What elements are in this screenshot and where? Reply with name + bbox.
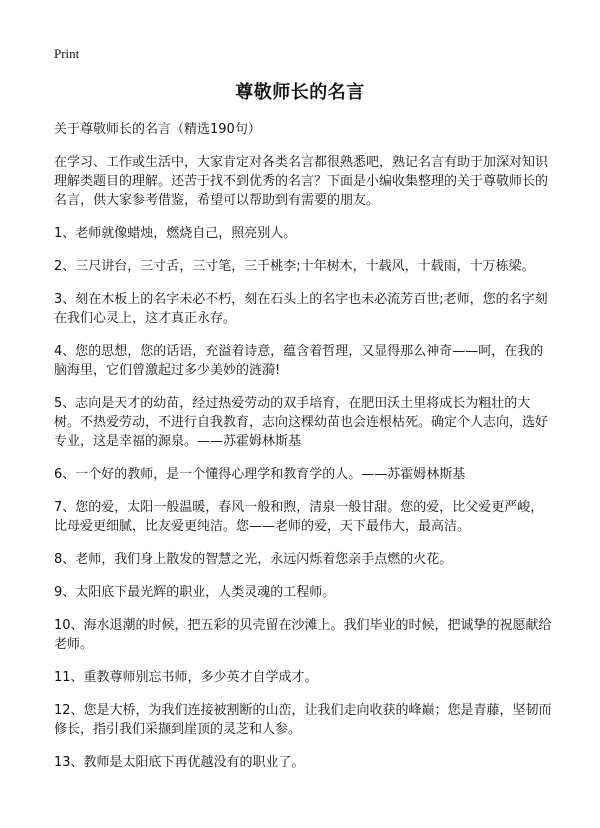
page-title: 尊敬师长的名言 [235, 82, 365, 103]
quote-item: 13、教师是太阳底下再优越没有的职业了。 [54, 755, 305, 770]
quote-item: 10、海水退潮的时候，把五彩的贝壳留在沙滩上。我们毕业的时候，把诚挚的祝愿献给老师。 [54, 618, 552, 652]
quote-item: 8、老师，我们身上散发的智慧之光，永远闪烁着您亲手点燃的火花。 [54, 552, 453, 567]
quote-item: 5、志向是天才的幼苗，经过热爱劳动的双手培育，在肥田沃土里将成长为粗壮的大树。不热爱劳动，不进行自我教育，志向这棵幼苗也会连根枯死。确定个人志向，选好专业，这是幸福的源泉。——苏霍姆林斯基 [54, 396, 549, 449]
quote-item: 4、您的思想，您的话语，充溢着诗意，蕴含着哲理，又显得那么神奇——呵，在我的脑海里，它们曾激起过多少美妙的涟漪! [54, 344, 544, 378]
quote-item: 12、您是大桥，为我们连接被割断的山峦，让我们走向收获的峰巅；您是青藤，坚韧而修长，指引我们采撷到崖顶的灵芝和人参。 [54, 703, 552, 737]
quote-item: 1、老师就像蜡烛，燃烧自己，照亮别人。 [54, 226, 297, 241]
quote-item: 7、您的爱，太阳一般温暖，春风一般和煦，清泉一般甘甜。您的爱，比父爱更严峻，比母爱更细腻，比友爱更纯洁。您——老师的爱，天下最伟大，最高洁。 [54, 500, 544, 534]
intro-paragraph: 在学习、工作或生活中，大家肯定对各类名言都很熟悉吧，熟记名言有助于加深对知识理解类题目的理解。还苦于找不到优秀的名言？下面是小编收集整理的关于尊敬师长的名言，供大家参考借鉴，希望可以帮助到有需要的朋友。 [54, 155, 549, 208]
document-body [54, 120, 554, 786]
print-link[interactable]: Print [54, 46, 80, 61]
quote-item: 11、重教尊师别忘书师，多少英才自学成才。 [54, 670, 318, 685]
quote-item: 3、刻在木板上的名字未必不朽，刻在石头上的名字也未必流芳百世;老师，您的名字刻在我们心灵上，这才真正永存。 [54, 292, 548, 326]
quote-item: 9、太阳底下最光辉的职业，人类灵魂的工程师。 [54, 585, 336, 600]
quote-item: 2、三尺讲台，三寸舌，三寸笔，三千桃李;十年树木，十载风，十载雨，十万栋梁。 [54, 259, 535, 274]
subtitle: 关于尊敬师长的名言（精选190句） [54, 122, 261, 137]
quote-list [54, 224, 554, 772]
quote-item: 6、一个好的教师，是一个懂得心理学和教育学的人。——苏霍姆林斯基 [54, 467, 466, 482]
